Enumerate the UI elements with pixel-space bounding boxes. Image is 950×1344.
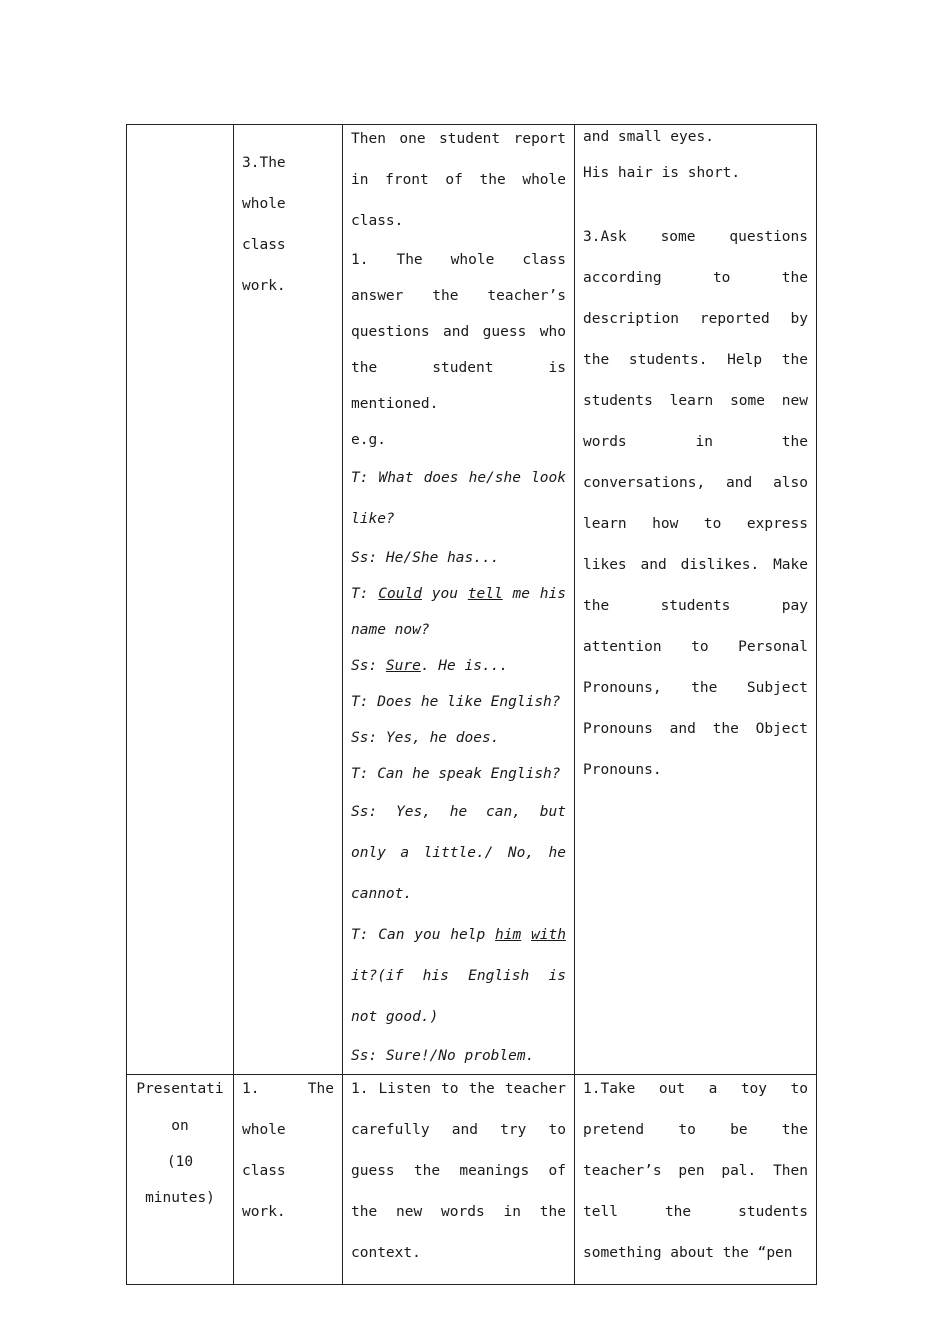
organization-text: 3.The whole class work.: [242, 155, 286, 294]
teacher-paragraph: and small eyes.: [583, 129, 714, 145]
student-activities-cell: [343, 125, 575, 1075]
stage-cell: [127, 125, 234, 1075]
dialogue-line: Ss: Sure. He is...: [351, 658, 509, 674]
dialogue-line: Ss: Sure!/No problem.: [351, 1048, 535, 1064]
dialogue-line: T: Does he like English?: [351, 694, 561, 710]
activity-paragraph: 1. The whole class answer the teacher’s questions and guess who the student is mentioned.: [351, 252, 566, 412]
student-activities-cell: [343, 1075, 575, 1285]
stage-text: on: [171, 1118, 189, 1134]
teacher-paragraph: His hair is short.: [583, 165, 741, 181]
teacher-paragraph: 1.Take out a toy to pretend to be the teacher’s pen pal. Then tell the students something about the “pen: [583, 1081, 808, 1261]
dialogue-line: T: Can he speak English?: [351, 766, 561, 782]
dialogue-line: Ss: Yes, he does.: [351, 730, 500, 746]
stage-cell: [127, 1075, 234, 1285]
activity-paragraph: Then one student report in front of the whole class.: [351, 131, 566, 229]
example-label: e.g.: [351, 432, 386, 448]
teacher-activities-cell: [575, 125, 817, 1075]
lesson-plan-table: [126, 124, 817, 1285]
table-row: [127, 1075, 817, 1285]
stage-text: Presentati: [136, 1081, 224, 1097]
dialogue-line: T: Can you help him with it?(if his English is not good.): [351, 927, 566, 1025]
teacher-activities-cell: [575, 1075, 817, 1285]
organization-cell: [234, 1075, 343, 1285]
activity-paragraph: 1. Listen to the teacher carefully and try to guess the meanings of the new words in the context.: [351, 1081, 566, 1261]
dialogue-line: Ss: Yes, he can, but only a little./ No, he cannot.: [351, 804, 566, 902]
stage-text: (10: [166, 1154, 194, 1170]
dialogue-line: Ss: He/She has...: [351, 550, 500, 566]
dialogue-line: T: Could you tell me his name now?: [351, 586, 566, 638]
teacher-paragraph: 3.Ask some questions according to the description reported by the students. Help the students learn some new words in the conversations, and also learn how to express likes and dislikes. Make the students pay attention to Personal Pronouns, the Subject Pronouns and the Object Pronouns.: [583, 229, 808, 778]
organization-text: 1. The whole class work.: [242, 1081, 334, 1220]
table-row: [127, 125, 817, 1075]
stage-text: minutes): [145, 1190, 215, 1206]
dialogue-line: T: What does he/she look like?: [351, 470, 566, 527]
organization-cell: [234, 125, 343, 1075]
